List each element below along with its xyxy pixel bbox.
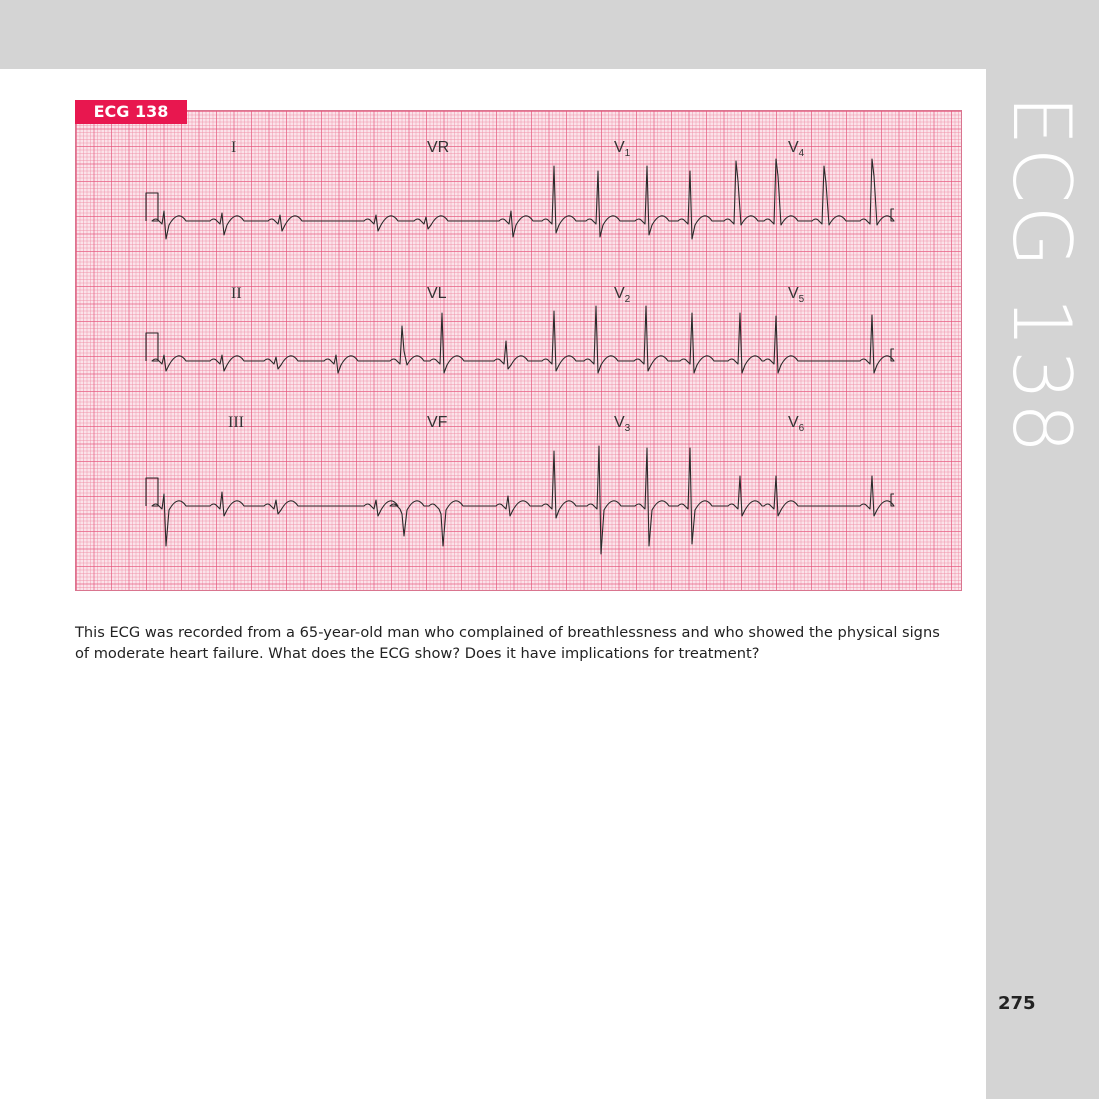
- ecg-traces: [76, 111, 963, 592]
- ecg-row-3: [146, 446, 894, 554]
- ecg-label: ECG 138: [75, 100, 187, 124]
- lead-label-vl: VL: [427, 285, 447, 302]
- lead-label-vr: VR: [427, 139, 450, 156]
- lead-label-v6: $V_6$: [788, 414, 805, 435]
- ecg-trace-line: [146, 159, 894, 239]
- lead-label-v1: $V_1$: [614, 139, 631, 160]
- lead-label-i: I: [231, 139, 237, 156]
- lead-label-v4: $V_4$: [788, 139, 805, 160]
- lead-label-ii: II: [231, 285, 242, 302]
- page-number: 275: [998, 993, 1036, 1014]
- side-title: ECG 138: [995, 95, 1088, 456]
- lead-label-v3: $V_3$: [614, 414, 631, 435]
- lead-label-v2: $V_2$: [614, 285, 631, 306]
- ecg-strip: [75, 110, 962, 591]
- question-caption: This ECG was recorded from a 65-year-old man who complained of breathlessness and who showed the physical signs of moderate heart failure. What does the ECG show? Does it have implications for treatment?: [75, 624, 940, 662]
- ecg-row-1: [146, 159, 894, 239]
- lead-label-iii: III: [228, 414, 244, 431]
- top-band: [0, 0, 1099, 69]
- lead-label-vf: VF: [427, 414, 448, 431]
- ecg-trace-line: [146, 446, 894, 554]
- lead-label-v5: $V_5$: [788, 285, 805, 306]
- ecg-trace-line: [146, 306, 894, 373]
- ecg-row-2: [146, 306, 894, 373]
